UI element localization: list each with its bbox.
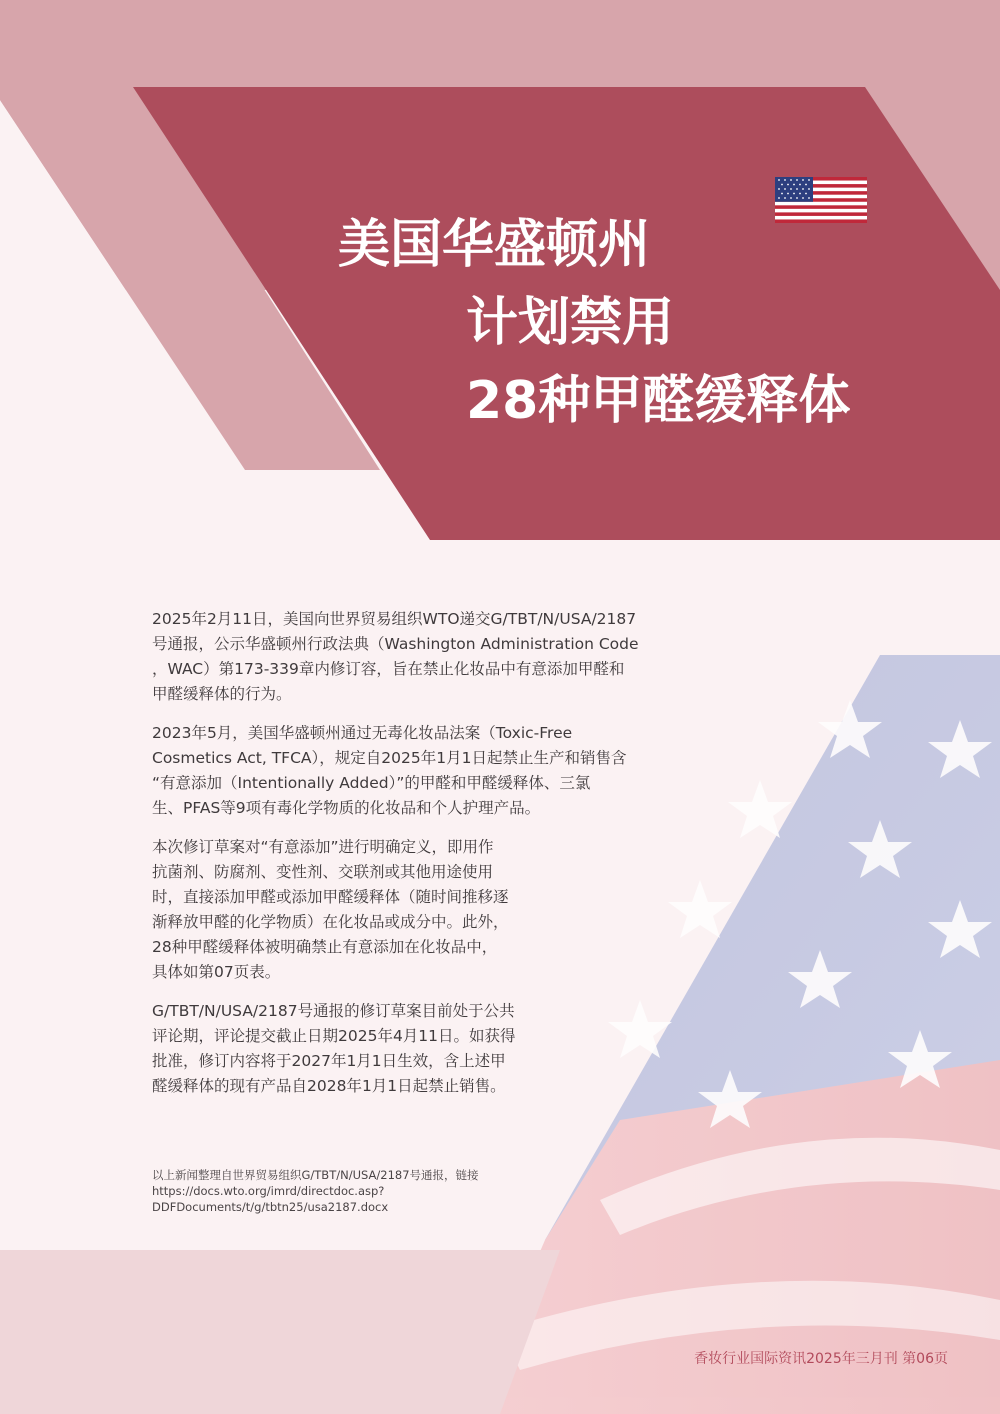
article-body — [152, 607, 712, 1113]
source-link-cont[interactable]: DDFDocuments/t/g/tbtn25/usa2187.docx — [152, 1200, 389, 1214]
paragraph-4: G/TBT/N/USA/2187号通报的修订草案目前处于公共 评论期，评论提交截止日期2025年4月11日。如获得 批准，修订内容将于2027年1月1日生效，含上述甲 醛缓释体的现有产品自2028年1月1日起禁止销售。 — [152, 1002, 516, 1095]
us-flag-icon — [775, 177, 867, 223]
paragraph-1: 2025年2月11日，美国向世界贸易组织WTO递交G/TBT/N/USA/2187 号通报，公示华盛顿州行政法典（Washington Administration Code ，WAC）第173-339章内修订容，旨在禁止化妆品中有意添加甲醛和 甲醛缓释体的行为。 — [152, 610, 639, 703]
source-note — [152, 1167, 552, 1215]
page-footer: 香妆行业国际资讯2025年三月刊 第06页 — [694, 1351, 948, 1367]
paragraph-2: 2023年5月，美国华盛顿州通过无毒化妆品法案（Toxic-Free Cosmetics Act, TFCA），规定自2025年1月1日起禁止生产和销售含 “有意添加（Intentionally Added）”的甲醛和甲醛缓释体、三氯 生、PFAS等9项有毒化学物质的化妆品和个人护理产品。 — [152, 724, 627, 817]
title-line-3: 28种甲醛缓释体 — [466, 371, 851, 431]
source-note-line: 以上新闻整理自世界贸易组织G/TBT/N/USA/2187号通报，链接 — [152, 1168, 479, 1182]
source-link[interactable]: https://docs.wto.org/imrd/directdoc.asp? — [152, 1184, 385, 1198]
paragraph-3: 本次修订草案对“有意添加”进行明确定义，即用作 抗菌剂、防腐剂、变性剂、交联剂或其他用途使用 时，直接添加甲醛或添加甲醛缓释体（随时间推移逐 渐释放甲醛的化学物质）在化妆品或成分中。此外， 28种甲醛缓释体被明确禁止有意添加在化妆品中， 具体如第07页表。 — [152, 838, 509, 981]
title-line-2: 计划禁用 — [466, 293, 675, 353]
title-line-1: 美国华盛顿州 — [338, 215, 651, 275]
bottom-pink-strip — [0, 1250, 560, 1414]
